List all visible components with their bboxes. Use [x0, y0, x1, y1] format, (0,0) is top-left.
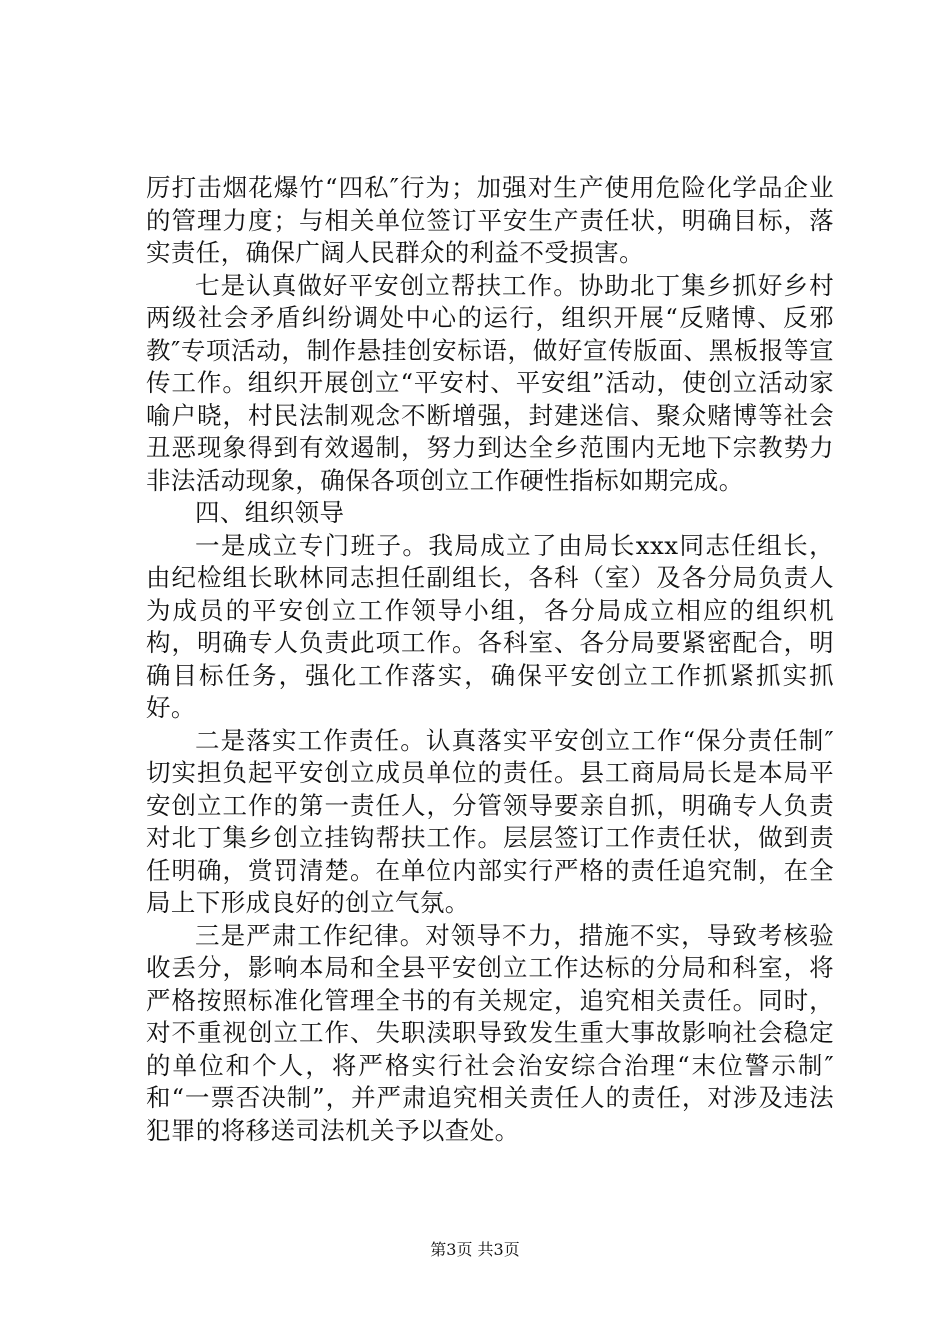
paragraph-fireworks-continuation: 厉打击烟花爆竹“四私″行为；加强对生产使用危险化学品企业的管理力度；与相关单位签订平安生产责任状，明确目标，落实责任，确保广阔人民群众的利益不受损害。	[146, 173, 834, 267]
section-heading-organization: 四、组织领导	[195, 498, 345, 527]
paragraph-work-responsibility: 二是落实工作责任。认真落实平安创立工作“保分责任制″切实担负起平安创立成员单位的责任。县工商局局长是本局平安创立工作的第一责任人，分管领导要亲自抓，明确专人负责对北丁集乡创立挂钩帮扶工作。层层签订工作责任状，做到责任明确，赏罚清楚。在单位内部实行严格的责任追究制，在全局上下形成良好的创立气氛。	[146, 725, 834, 917]
paragraph-special-team: 一是成立专门班子。我局成立了由局长xxx同志任组长，由纪检组长耿林同志担任副组长，各科（室）及各分局负责人为成员的平安创立工作领导小组，各分局成立相应的组织机构，明确专人负责此项工作。各科室、各分局要紧密配合，明确目标任务，强化工作落实，确保平安创立工作抓紧抓实抓好。	[146, 530, 834, 722]
paragraph-safety-assistance: 七是认真做好平安创立帮扶工作。协助北丁集乡抓好乡村两级社会矛盾纠纷调处中心的运行，组织开展“反赌博、反邪教″专项活动，制作悬挂创安标语，做好宣传版面、黑板报等宣传工作。组织开展创立“平安村、平安组”活动，使创立活动家喻户晓，村民法制观念不断增强，封建迷信、聚众赌博等社会丑恶现象得到有效遏制，努力到达全乡范围内无地下宗教势力非法活动现象，确保各项创立工作硬性指标如期完成。	[146, 270, 834, 495]
document-body	[146, 172, 834, 1147]
page-footer: 第3页 共3页	[430, 1240, 520, 1259]
paragraph-work-discipline: 三是严肃工作纪律。对领导不力，措施不实，导致考核验收丢分，影响本局和全县平安创立工作达标的分局和科室，将严格按照标准化管理全书的有关规定，追究相关责任。同时，对不重视创立工作、失职渎职导致发生重大事故影响社会稳定的单位和个人，将严格实行社会治安综合治理“末位警示制″和“一票否决制”，并严肃追究相关责任人的责任，对涉及违法犯罪的将移送司法机关予以查处。	[146, 920, 834, 1145]
